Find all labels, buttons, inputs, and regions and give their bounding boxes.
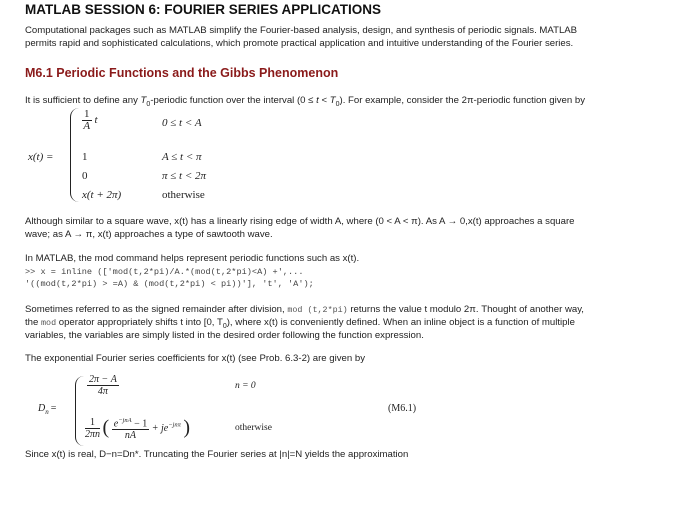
equation-dn-frac-2: $\frac{1}{2\pi n}$ xyxy=(85,416,101,440)
equation-x-frac: $\frac{1}{A}$ xyxy=(83,108,91,132)
intro-line-2: permits rapid and sophisticated calculations, which promote practical application and intuitive understanding of the Fourier series. xyxy=(25,38,574,49)
equation-x-cond-1: 0 ≤ t < A xyxy=(162,117,202,129)
para-mod-explain-1: Sometimes referred to as the signed remainder after division, mod (t,2*pi) returns the value t modulo 2π. Thought of another way, xyxy=(25,304,584,315)
equation-dn-frac-1: $\frac{2\pi - A}{4\pi}$ xyxy=(89,374,117,397)
equation-x-cond-2: A ≤ t < π xyxy=(162,151,202,163)
equation-dn-cond-2: otherwise xyxy=(235,423,272,433)
para-periodic-definition: It is sufficient to define any $T_0$-periodic function over the interval $(0 \le t < T_0)$. For example, consider the 2π-periodic function given by xyxy=(25,95,586,108)
equation-x-cond-3: π ≤ t < 2π xyxy=(162,170,207,182)
equation-x-case-4: x(t + 2π) xyxy=(82,189,122,201)
para-mod-explain-2: the mod operator appropriately shifts t into [0, $T_0$), where x(t) is conveniently defined. When an inline object is a function of multiple xyxy=(25,317,575,330)
para-square-wave-1: Although similar to a square wave, x(t) has a linearly rising edge of width A, where (0 < A < π). As A → 0,x(t) approaches a square xyxy=(25,216,575,227)
equation-dn-cond-1: n = 0 xyxy=(235,381,256,391)
para-fourier-coeffs: The exponential Fourier series coefficients for x(t) (see Prob. 6.3-2) are given by xyxy=(25,353,366,364)
equation-dn-case-2: $\frac{1}{2\pi n}$ ( $\frac{e^{-jnA} - 1}{nA}$ + $je^{-jn\pi}$ ) xyxy=(85,416,191,442)
para-mod-command: In MATLAB, the mod command helps represent periodic functions such as x(t). xyxy=(25,253,360,264)
equation-dn-frac-3: $\frac{e^{-jnA} - 1}{nA}$ xyxy=(113,417,148,442)
code-line-2: '((mod(t,2*pi) > =A) & (mod(t,2*pi) < pi))'], 't', 'A'); xyxy=(25,279,314,289)
para-mod-explain-3: variables, the variables are simply listed in the desired order following the function expression. xyxy=(25,330,424,341)
para-square-wave-2: wave; as A → π, x(t) approaches a type of sawtooth wave. xyxy=(25,229,273,240)
para-truncation: Since x(t) is real, D−n=Dn*. Truncating the Fourier series at |n|=N yields the approximation xyxy=(25,449,409,460)
equation-x-case-2: 1 xyxy=(82,151,88,163)
equation-dn-brace xyxy=(75,376,84,446)
equation-x-brace xyxy=(70,108,79,202)
section-heading: M6.1 Periodic Functions and the Gibbs Phenomenon xyxy=(25,66,339,80)
equation-dn-case-1 xyxy=(87,374,119,397)
equation-dn-lhs: $D_n$ = xyxy=(38,403,57,416)
code-line-1: >> x = inline (['mod(t,2*pi)/A.*(mod(t,2*pi)<A) +',... xyxy=(25,267,304,277)
equation-x-lhs: x(t) = xyxy=(28,151,54,163)
equation-x-case-3: 0 xyxy=(82,170,88,182)
equation-x-cond-4: otherwise xyxy=(162,189,205,201)
equation-x-case-1: $\frac{1}{A}$ t xyxy=(83,108,98,132)
equation-label: (M6.1) xyxy=(388,403,417,414)
intro-line-1: Computational packages such as MATLAB simplify the Fourier-based analysis, design, and synthesis of periodic signals. MATLAB xyxy=(25,25,578,36)
page-title: MATLAB SESSION 6: FOURIER SERIES APPLICATIONS xyxy=(25,2,382,17)
